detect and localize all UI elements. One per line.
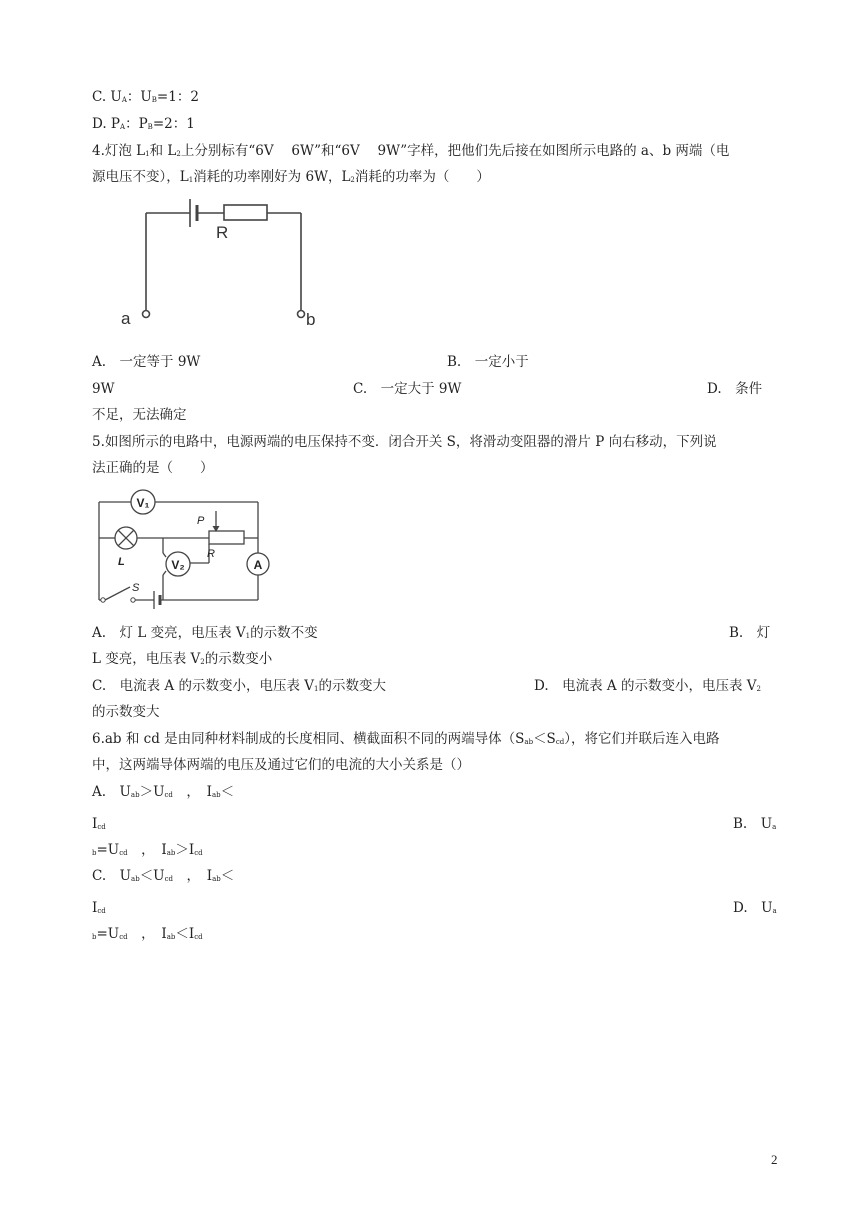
q6-option-c: C. $U_{ab}<U_{cd}$ ， $I_{ab}<$ bbox=[92, 868, 235, 884]
q6-option-b-cont: $_b=U_{cd}$ ， $I_{ab}>I_{cd}$ bbox=[92, 842, 203, 858]
q5-label-r: R bbox=[207, 548, 215, 560]
q6-stem-line1: 6.ab 和 cd 是由同种材料制成的长度相同、横截面积不同的两端导体$(S_{ab}<S_{cd})$，将它们并联后连入电路 bbox=[92, 731, 720, 747]
q5-label-s: S bbox=[132, 582, 140, 594]
q5-stem-line2: 法正确的是（ ） bbox=[92, 460, 214, 476]
q6-option-d: D. $U_a$ bbox=[733, 900, 777, 916]
page-number: 2 bbox=[771, 1152, 778, 1167]
prev-option-d: D. $P_A$：$P_B=2$：1 bbox=[92, 116, 195, 132]
q5-label-l: L bbox=[118, 556, 125, 568]
q5-stem-line1: 5.如图所示的电路中，电源两端的电压保持不变．闭合开关 S，将滑动变阻器的滑片 P 向右移动，下列说 bbox=[92, 434, 717, 450]
q4-option-b-cont: 9W bbox=[92, 381, 115, 397]
q5-option-a: A. 灯 L 变亮，电压表 $V_1$的示数不变 bbox=[92, 625, 318, 641]
q4-stem-line2: 源电压不变），$L_1$消耗的功率刚好为 6W，$L_2$消耗的功率为（ ） bbox=[92, 169, 490, 185]
q4-option-b: B. 一定小于 bbox=[447, 354, 529, 370]
q5-ammeter-label: A bbox=[253, 558, 263, 572]
q4-option-a: A. 一定等于 9W bbox=[92, 354, 201, 370]
q5-circuit-diagram bbox=[92, 487, 272, 609]
prev-option-c: C. $U_A$：$U_B=1$：2 bbox=[92, 89, 199, 105]
q4-label-b: b bbox=[306, 310, 316, 329]
q5-option-b-cont: L 变亮，电压表 $V_2$的示数变小 bbox=[92, 651, 273, 667]
q6-option-d-cont: $_b=U_{cd}$ ， $I_{ab}<I_{cd}$ bbox=[92, 926, 203, 942]
q6-option-b: B. $U_a$ bbox=[733, 816, 777, 832]
q4-label-r: R bbox=[216, 223, 229, 242]
q5-voltmeter-v1-label: V₁ bbox=[136, 496, 150, 510]
q6-option-a: A. $U_{ab}>U_{cd}$ ， $I_{ab}<$ bbox=[92, 784, 235, 800]
q5-voltmeter-v2-label: V₂ bbox=[171, 558, 185, 572]
q4-option-d-cont: 不足，无法确定 bbox=[92, 407, 187, 423]
q4-option-d: D. 条件 bbox=[707, 381, 763, 397]
q6-option-a-cont: $I_{cd}$ bbox=[92, 816, 106, 832]
q4-label-a: a bbox=[121, 309, 131, 328]
q5-label-p: P bbox=[197, 515, 205, 527]
q6-stem-line2: 中，这两端导体两端的电压及通过它们的电流的大小关系是（） bbox=[92, 757, 470, 773]
q4-circuit-diagram bbox=[115, 195, 330, 335]
q5-option-d-cont: 的示数变大 bbox=[92, 704, 160, 720]
q4-stem-line1: 4.灯泡 $L_1$和 $L_2$上分别标有“6V 6W”和“6V 9W”字样，把他们先后接在如图所示电路的 a、b 两端（电 bbox=[92, 143, 730, 159]
q5-option-d: D. 电流表 A 的示数变小，电压表 $V_2$ bbox=[534, 678, 761, 694]
q5-option-c: C. 电流表 A 的示数变小，电压表 $V_1$的示数变大 bbox=[92, 678, 386, 694]
q6-option-c-cont: $I_{cd}$ bbox=[92, 900, 106, 916]
q4-option-c: C. 一定大于 9W bbox=[353, 381, 462, 397]
q5-option-b: B. 灯 bbox=[729, 625, 771, 641]
